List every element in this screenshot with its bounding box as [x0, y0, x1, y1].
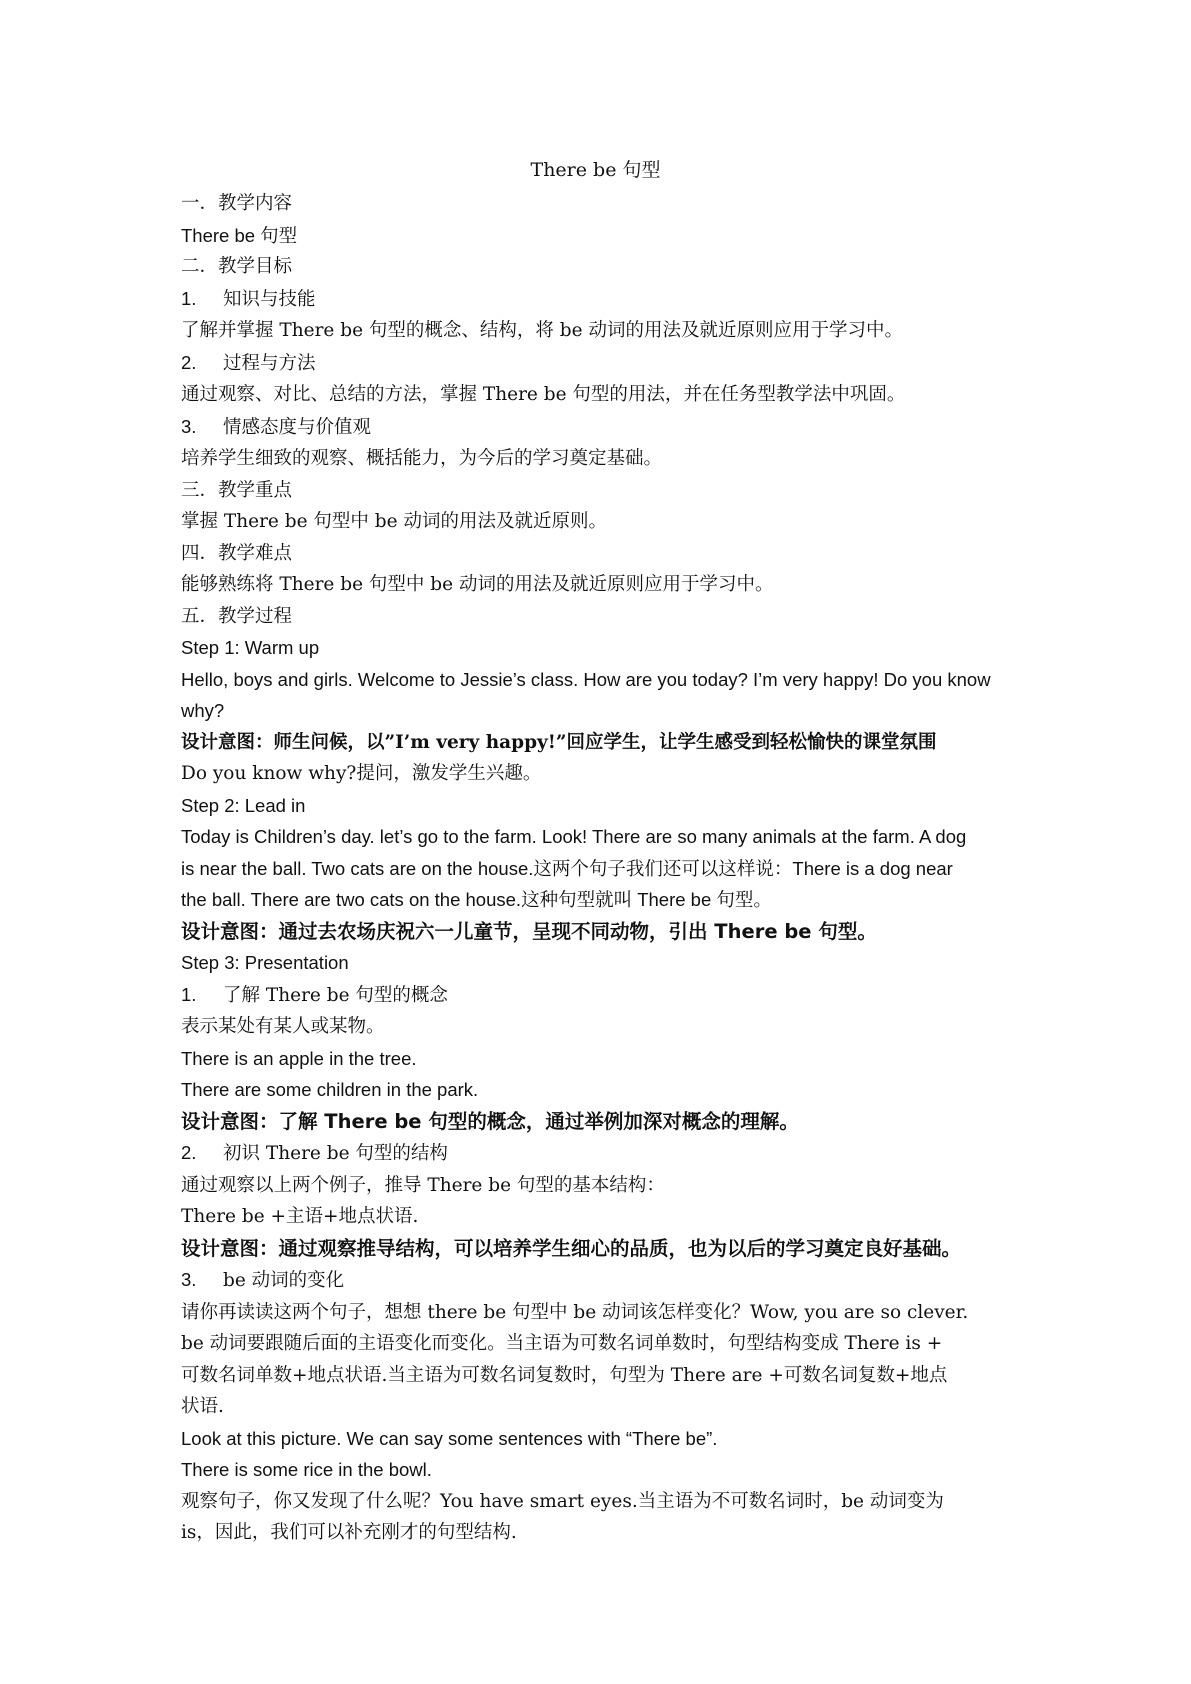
item-number: 2. [181, 351, 197, 373]
text-line [181, 601, 1019, 633]
line-text: 培养学生细致的观察、概括能力，为今后的学习奠定基础。 [181, 448, 663, 469]
line-text: 了解 There be 句型的概念，通过举例加深对概念的理解。 [278, 1109, 799, 1133]
line-text: 观察句子，你又发现了什么呢？You have smart eyes.当主语为不可数名词时，be 动词变为 [181, 1490, 944, 1512]
text-line [181, 758, 1019, 790]
line-text: why? [181, 700, 225, 721]
numbered-heading [181, 1137, 1019, 1170]
text-line [181, 379, 1019, 411]
text-line [181, 1011, 1019, 1043]
text-line [181, 538, 1019, 570]
text-line [181, 188, 1019, 220]
line-text: 能够熟练将 There be 句型中 be 动词的用法及就近原则应用于学习中。 [181, 574, 774, 595]
numbered-heading [181, 283, 1019, 316]
text-line [181, 1454, 1019, 1486]
line-text: Step 3: Presentation [181, 952, 349, 973]
item-number: 3. [181, 415, 197, 437]
line-text: 可数名词单数+地点状语.当主语为可数名词复数时，句型为 There are +可数名词复数+地点 [181, 1364, 948, 1386]
line-text: 掌握 There be 句型中 be 动词的用法及就近原则。 [181, 511, 607, 532]
text-line [181, 695, 1019, 727]
text-line [181, 1391, 1019, 1423]
line-text: 三．教学重点 [181, 479, 293, 501]
text-line [181, 1201, 1019, 1233]
text-line [181, 1328, 1019, 1360]
line-text: Step 2: Lead in [181, 794, 306, 816]
line-text: 表示某处有某人或某物。 [181, 1016, 385, 1037]
text-line [181, 790, 1019, 822]
design-intent-line [181, 1106, 1019, 1138]
line-text: 五．教学过程 [181, 605, 293, 627]
line-text: 四．教学难点 [181, 542, 293, 564]
line-text: 了解 There be 句型的概念 [223, 984, 448, 1006]
item-number: 1. [181, 287, 197, 309]
line-text: be 动词要跟随后面的主语变化而变化。当主语为可数名词单数时，句型结构变成 There is + [181, 1333, 943, 1354]
text-line [181, 1517, 1019, 1549]
text-line [181, 1486, 1019, 1518]
line-text: 一．教学内容 [181, 193, 293, 214]
line-text: 通过观察推导结构，可以培养学生细心的品质，也为以后的学习奠定良好基础。 [278, 1236, 962, 1260]
line-text: 通过观察以上两个例子，推导 There be 句型的基本结构： [181, 1174, 665, 1196]
text-line [181, 220, 1019, 252]
text-line [181, 443, 1019, 475]
line-text: be 动词的变化 [223, 1270, 345, 1291]
line-text: Look at this picture. We can say some sentences with “There be”. [181, 1427, 718, 1449]
design-intent-label: 设计意图： [181, 1109, 279, 1133]
document-body [181, 188, 1019, 1549]
text-line [181, 1170, 1019, 1202]
line-text: is near the ball. Two cats are on the house.这两个句子我们还可以这样说：There is a dog near [181, 857, 953, 879]
line-text: There be 句型 [181, 224, 298, 246]
line-text: There is some rice in the bowl. [181, 1459, 432, 1480]
text-line [181, 1074, 1019, 1106]
text-line [181, 1043, 1019, 1075]
line-text: the ball. There are two cats on the house.这种句型就叫 There be 句型。 [181, 889, 772, 910]
item-number: 1. [181, 983, 197, 1005]
numbered-heading [181, 347, 1019, 380]
item-number: 2. [181, 1142, 197, 1163]
line-text: 状语. [181, 1396, 224, 1417]
line-text: There is an apple in the tree. [181, 1047, 417, 1069]
line-text: 通过观察、对比、总结的方法，掌握 There be 句型的用法，并在任务型教学法中巩固。 [181, 384, 906, 405]
design-intent-line [181, 916, 1019, 948]
text-line [181, 1423, 1019, 1455]
line-text: 情感态度与价值观 [223, 416, 372, 438]
text-line [181, 506, 1019, 538]
text-line [181, 947, 1019, 979]
line-text: 知识与技能 [223, 288, 316, 310]
text-line [181, 821, 1019, 853]
numbered-heading [181, 1264, 1019, 1297]
design-intent-line [181, 727, 1019, 759]
line-text: 二．教学目标 [181, 256, 293, 277]
line-text: 初识 There be 句型的结构 [223, 1143, 448, 1164]
design-intent-label: 设计意图： [181, 1236, 279, 1260]
document-title: There be 句型 [530, 159, 661, 181]
design-intent-line [181, 1233, 1019, 1265]
line-text: 请你再读读这两个句子，想想 there be 句型中 be 动词该怎样变化？Wow, you are so clever. [181, 1301, 969, 1323]
text-line [181, 1297, 1019, 1329]
text-line [181, 853, 1019, 885]
line-text: Step 1: Warm up [181, 637, 320, 658]
line-text: is，因此，我们可以补充刚才的句型结构. [181, 1522, 517, 1543]
text-line [181, 315, 1019, 347]
line-text: There are some children in the park. [181, 1079, 479, 1100]
line-text: 师生问候，以”I’m very happy!”回应学生，让学生感受到轻松愉快的课堂氛围 [273, 731, 937, 753]
design-intent-label: 设计意图： [181, 919, 279, 943]
line-text: Do you know why?提问，激发学生兴趣。 [181, 763, 542, 784]
line-text: 过程与方法 [223, 352, 316, 374]
text-line [181, 251, 1019, 283]
numbered-heading [181, 979, 1019, 1012]
text-line [181, 664, 1019, 696]
text-line [181, 884, 1019, 916]
text-line [181, 632, 1019, 664]
design-intent-label: 设计意图： [181, 731, 274, 753]
text-line [181, 475, 1019, 507]
text-line [181, 1360, 1019, 1392]
line-text: Today is Children’s day. let’s go to the farm. Look! There are so many animals at the farm. A dog [181, 826, 967, 847]
item-number: 3. [181, 1269, 197, 1290]
line-text: 了解并掌握 There be 句型的概念、结构，将 be 动词的用法及就近原则应用于学习中。 [181, 320, 903, 341]
line-text: 通过去农场庆祝六一儿童节，呈现不同动物，引出 There be 句型。 [278, 919, 877, 943]
numbered-heading [181, 411, 1019, 444]
line-text: Hello, boys and girls. Welcome to Jessie’s class. How are you today? I’m very happy! Do you know [181, 668, 991, 690]
line-text: There be +主语+地点状语. [181, 1206, 419, 1227]
text-line [181, 569, 1019, 601]
